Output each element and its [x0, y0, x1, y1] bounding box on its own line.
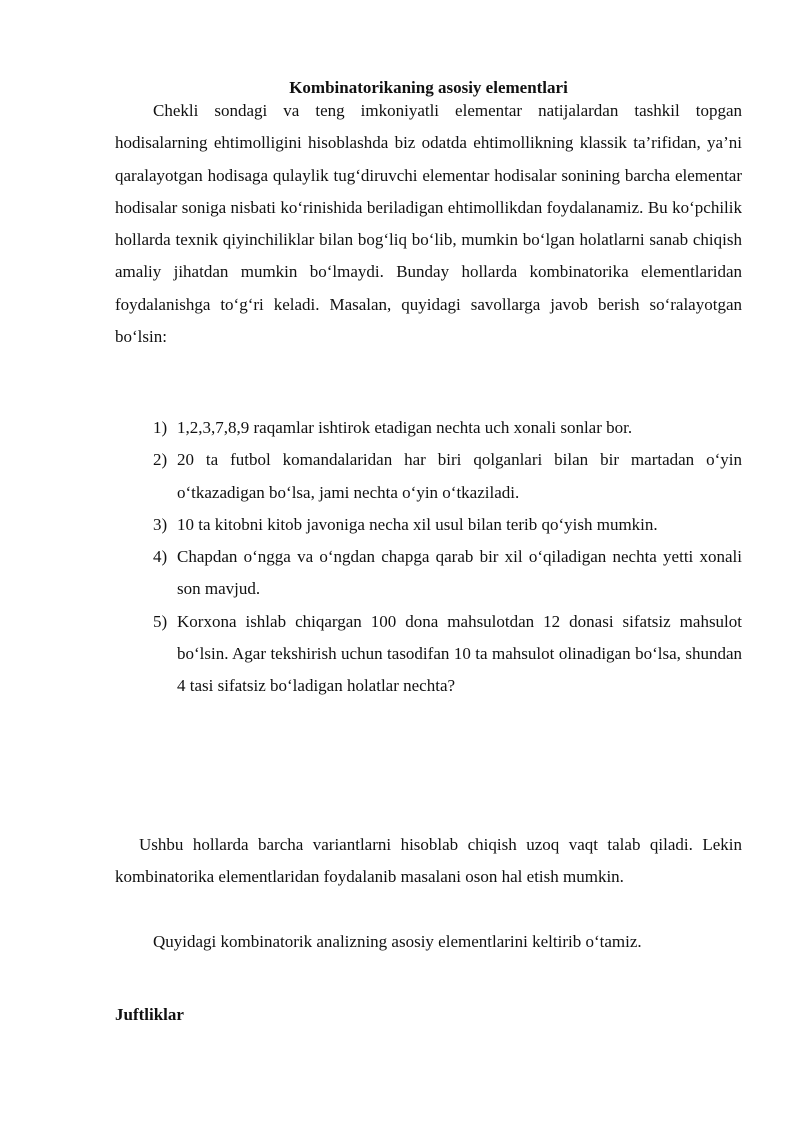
- list-item: [153, 412, 742, 444]
- list-item: [153, 444, 742, 509]
- conclusion-paragraph: Ushbu hollarda barcha variantlarni hisoblab chiqish uzoq vaqt talab qiladi. Lekin kombinatorika elementlaridan foydalanib masalani oson hal etish mumkin.: [115, 835, 742, 887]
- list-item-number: 1): [153, 418, 168, 437]
- list-item-number: 5): [153, 611, 168, 631]
- list-item: [153, 541, 742, 606]
- next-paragraph: Quyidagi kombinatorik analizning asosiy elementlarini keltirib o‘tamiz.: [153, 932, 642, 951]
- list-item-text: 20 ta futbol komandalaridan har biri qolganlari bilan bir martadan o‘yin o‘tkazadigan bo‘lsa, jami nechta o‘yin o‘tkaziladi.: [177, 450, 742, 502]
- section-heading: Juftliklar: [115, 1005, 184, 1024]
- list-item: [153, 606, 742, 703]
- questions-list: [153, 412, 742, 703]
- list-item-text: Chapdan o‘ngga va o‘ngdan chapga qarab bir xil o‘qiladigan nechta yetti xonali son mavjud.: [177, 547, 742, 599]
- list-item: [153, 509, 742, 541]
- list-item-number: 2): [153, 450, 168, 470]
- list-item-text: 10 ta kitobni kitob javoniga necha xil usul bilan terib qo‘yish mumkin.: [177, 514, 658, 534]
- intro-paragraph: Chekli sondagi va teng imkoniyatli elementar natijalardan tashkil topgan hodisalarning ehtimolligini hisoblashda biz odatda ehtimollikning klassik ta’rifidan, ya’ni qaralayotgan hodisaga qulaylik tug‘diruvchi elementar hodisalar sonining barcha elementar hodisalar soniga nisbati ko‘rinishida beriladigan ehtimollikdan foydalanamiz. Bu ko‘pchilik hollarda texnik qiyinchiliklar bilan bog‘liq bo‘lib, mumkin bo‘lgan holatlarni sanab chiqish amaliy jihatdan mumkin bo‘lmaydi. Bunday hollarda kombinatorika elementlaridan foydalanishga to‘g‘ri keladi. Masalan, quyidagi savollarga javob berish so‘ralayotgan bo‘lsin:: [115, 101, 742, 347]
- list-item-text: Korxona ishlab chiqargan 100 dona mahsulotdan 12 donasi sifatsiz mahsulot bo‘lsin. Agar tekshirish uchun tasodifan 10 ta mahsulot olinadigan bo‘lsa, shundan 4 tasi sifatsiz bo‘ladigan holatlar nechta?: [177, 611, 742, 696]
- list-item-number: 4): [153, 547, 168, 567]
- list-item-text: 1,2,3,7,8,9 raqamlar ishtirok etadigan nechta uch xonali sonlar bor.: [177, 418, 633, 437]
- page-title: Kombinatorikaning asosiy elementlari: [289, 78, 568, 97]
- list-item-number: 3): [153, 514, 168, 534]
